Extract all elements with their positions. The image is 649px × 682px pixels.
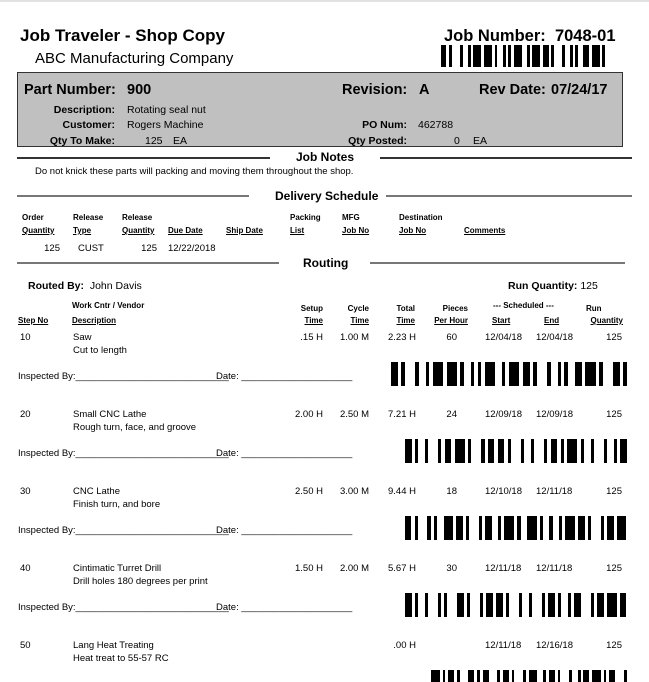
step-description: Finish turn, and bore: [73, 499, 161, 510]
step-number: 40: [20, 563, 31, 574]
col-pieces-per-hour: Per Hour: [434, 316, 468, 325]
col-destination-job-no: Job No: [399, 226, 427, 235]
run-quantity-label: Run Quantity:: [508, 280, 578, 292]
customer-value: Rogers Machine: [127, 119, 204, 131]
release-quantity: 125: [141, 243, 157, 254]
document-title: Job Traveler - Shop Copy: [20, 26, 225, 45]
total-time: 9.44 H: [388, 486, 416, 497]
pieces-per-hour: 24: [446, 409, 457, 420]
end-date: 12/16/18: [536, 640, 573, 651]
col-pieces-top: Pieces: [442, 304, 468, 313]
setup-time: 2.00 H: [295, 409, 323, 420]
col-description: Description: [72, 316, 117, 325]
routing-title: Routing: [303, 256, 349, 270]
divider: [17, 262, 279, 264]
col-run-quantity: Quantity: [590, 316, 623, 325]
col-setup-top: Setup: [300, 304, 323, 313]
revision-label: Revision:: [342, 82, 408, 98]
col-ship-date: Ship Date: [226, 226, 263, 235]
cycle-time: 3.00 M: [339, 486, 369, 497]
qty-posted-value: 0: [454, 135, 460, 147]
routed-by-value: John Davis: [89, 280, 142, 292]
col-mfg-job-no: Job No: [342, 226, 370, 235]
job-number: [444, 27, 616, 46]
inspected-by-field[interactable]: Inspected By:_____________________________: [18, 371, 229, 382]
inspected-by-field[interactable]: Inspected By:_____________________________: [18, 602, 229, 613]
col-destination-top: Destination: [399, 213, 443, 222]
col-order-top: Order: [22, 213, 44, 222]
description-value: Rotating seal nut: [127, 104, 206, 116]
col-release-type: Type: [73, 226, 92, 235]
pieces-per-hour: 60: [446, 332, 457, 343]
total-time: .00 H: [393, 640, 416, 651]
end-date: 12/04/18: [536, 332, 573, 343]
step-description: Cut to length: [73, 345, 127, 356]
pieces-per-hour: 30: [446, 563, 457, 574]
col-release-top: Release: [73, 213, 104, 222]
description-label: Description:: [53, 104, 115, 116]
job-number-label: Job Number:: [444, 27, 546, 45]
customer-label: Customer:: [62, 119, 115, 131]
step-description: Drill holes 180 degrees per print: [73, 576, 208, 587]
inspection-date-field[interactable]: Date: _____________________: [216, 448, 353, 459]
total-time: 2.23 H: [388, 332, 416, 343]
step-barcode: [405, 593, 627, 617]
step-description: Rough turn, face, and groove: [73, 422, 197, 433]
cycle-time: 2.50 M: [339, 409, 369, 420]
col-cycle-top: Cycle: [347, 304, 369, 313]
rev-date-label: Rev Date:: [479, 82, 546, 98]
col-scheduled: --- Scheduled ---: [493, 301, 554, 310]
work-center: CNC Lathe: [73, 486, 120, 497]
step-number: 50: [20, 640, 31, 651]
revision-value: A: [419, 82, 430, 98]
job-notes-title: Job Notes: [296, 150, 355, 164]
step-number: 30: [20, 486, 31, 497]
step-barcode: [405, 439, 627, 463]
work-center: Cintimatic Turret Drill: [73, 563, 162, 574]
col-total-time: Time: [396, 316, 415, 325]
inspected-by-field[interactable]: Inspected By:_____________________________: [18, 448, 229, 459]
col-work-center: Work Cntr / Vendor: [72, 301, 145, 310]
work-center: Lang Heat Treating: [73, 640, 154, 651]
end-date: 12/11/18: [536, 563, 573, 574]
routed-by: [28, 280, 142, 292]
step-barcode: [391, 362, 627, 386]
due-date: 12/22/2018: [168, 243, 216, 254]
order-quantity: 125: [44, 243, 60, 254]
col-due-date: Due Date: [168, 226, 203, 235]
col-run-top: Run: [586, 304, 602, 313]
inspected-by-field[interactable]: Inspected By:_____________________________: [18, 525, 229, 536]
end-date: 12/11/18: [536, 486, 573, 497]
work-center: Saw: [73, 332, 92, 343]
run-quantity: 125: [606, 486, 622, 497]
rev-date-value: 07/24/17: [551, 82, 608, 98]
col-packing-top: Packing: [290, 213, 321, 222]
inspection-date-field[interactable]: Date: _____________________: [216, 371, 353, 382]
po-num-value: 462788: [418, 119, 454, 131]
run-quantity-value: 125: [580, 280, 598, 292]
divider: [370, 262, 625, 264]
company-name: ABC Manufacturing Company: [35, 50, 234, 67]
qty-to-make-label: Qty To Make:: [49, 135, 115, 147]
qty-posted-unit: EA: [473, 135, 488, 147]
cycle-time: 2.00 M: [339, 563, 369, 574]
job-notes-text: Do not knick these parts will packing and moving them throughout the shop.: [35, 166, 354, 177]
inspection-date-field[interactable]: Date: _____________________: [216, 602, 353, 613]
col-comments: Comments: [464, 226, 506, 235]
col-end: End: [544, 316, 560, 325]
inspection-date-field[interactable]: Date: _____________________: [216, 525, 353, 536]
run-quantity: 125: [606, 563, 622, 574]
delivery-schedule-title: Delivery Schedule: [275, 189, 379, 203]
work-center: Small CNC Lathe: [73, 409, 147, 420]
run-quantity: 125: [606, 409, 622, 420]
release-type: CUST: [78, 243, 104, 254]
run-quantity: 125: [606, 332, 622, 343]
col-total-top: Total: [396, 304, 415, 313]
pieces-per-hour: 18: [446, 486, 457, 497]
col-step-no: Step No: [18, 316, 49, 325]
part-number-label: Part Number:: [24, 82, 116, 98]
end-date: 12/09/18: [536, 409, 573, 420]
setup-time: 2.50 H: [295, 486, 323, 497]
start-date: 12/09/18: [485, 409, 522, 420]
step-barcode: [405, 516, 627, 540]
routed-by-label: Routed By:: [28, 280, 84, 292]
col-setup-time: Time: [304, 316, 323, 325]
step-number: 20: [20, 409, 31, 420]
col-release-qty-top: Release: [122, 213, 153, 222]
col-order-quantity: Quantity: [22, 226, 55, 235]
divider: [17, 195, 249, 197]
job-number-value: 7048-01: [554, 27, 616, 45]
job-number-barcode: [441, 45, 613, 67]
divider: [386, 195, 632, 197]
setup-time: 1.50 H: [295, 563, 323, 574]
step-barcode: [431, 670, 627, 682]
col-release-quantity: Quantity: [122, 226, 155, 235]
step-description: Heat treat to 55-57 RC: [73, 653, 169, 664]
col-cycle-time: Time: [350, 316, 369, 325]
step-number: 10: [20, 332, 31, 343]
divider: [17, 157, 270, 159]
qty-to-make-value: 125: [145, 135, 163, 147]
col-start: Start: [492, 316, 511, 325]
cycle-time: 1.00 M: [339, 332, 369, 343]
qty-posted-label: Qty Posted:: [348, 135, 407, 147]
col-mfg-top: MFG: [342, 213, 360, 222]
setup-time: .15 H: [300, 332, 323, 343]
col-packing-list: List: [290, 226, 305, 235]
qty-to-make-unit: EA: [173, 135, 188, 147]
part-number-value: 900: [127, 82, 152, 98]
start-date: 12/11/18: [485, 640, 522, 651]
run-quantity: 125: [606, 640, 622, 651]
divider: [380, 157, 632, 159]
total-time: 7.21 H: [388, 409, 416, 420]
start-date: 12/04/18: [485, 332, 522, 343]
start-date: 12/10/18: [485, 486, 522, 497]
po-num-label: PO Num:: [362, 119, 407, 131]
start-date: 12/11/18: [485, 563, 522, 574]
run-quantity: [508, 280, 598, 292]
total-time: 5.67 H: [388, 563, 416, 574]
